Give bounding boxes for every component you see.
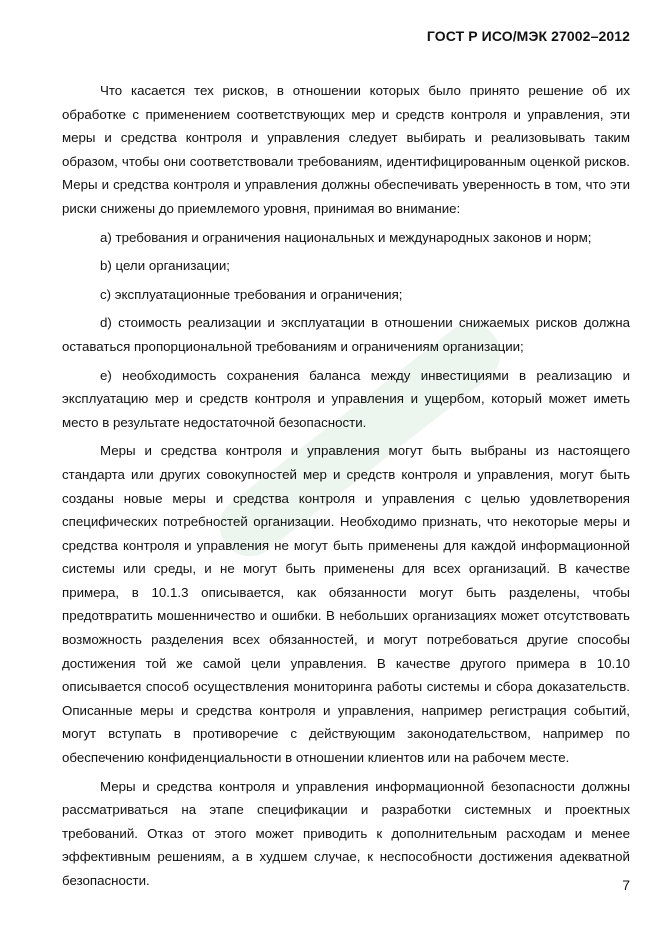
document-code-header: ГОСТ Р ИСО/МЭК 27002–2012	[426, 28, 630, 44]
document-body	[62, 79, 630, 893]
list-item-b: b) цели организации;	[100, 258, 230, 274]
list-item-c: c) эксплуатационные требования и ограничения;	[100, 286, 403, 302]
paragraph-risk-treatment: Что касается тех рисков, в отношении которых было принято решение об их обработке с применением соответствующих мер и средств контроля и управления, эти меры и средства контроля и управления следует выбирать и реализовывать таким образом, чтобы они соответствовали требованиям, идентифицированным оценкой рисков. Меры и средства контроля и управления должны обеспечивать уверенность в том, что эти риски снижены до приемлемого уровня, принимая во внимание:	[62, 83, 630, 216]
paragraph-control-selection: Меры и средства контроля и управления могут быть выбраны из настоящего стандарта или других совокупностей мер и средств контроля и управления, могут быть созданы новые меры и средства контроля и управления с целью удовлетворения специфических потребностей организации. Необходимо признать, что некоторые меры и средства контроля и управления не могут быть применены для каждой информационной системы или среды, и не могут быть применены для всех организаций. В качестве примера, в 10.1.3 описывается, как обязанности могут быть разделены, чтобы предотвратить мошенничество и ошибки. В небольших организациях может отсутствовать возможность разделения всех обязанностей, и могут потребоваться другие способы достижения той же самой цели управления. В качестве другого примера в 10.10 описывается способ осуществления мониторинга работы системы и сбора доказательств. Описанные меры и средства контроля и управления, например регистрация событий, могут вступать в противоречие с действующим законодательством, например по обеспечению конфиденциальности в отношении клиентов или на рабочем месте.	[62, 443, 630, 766]
list-item-d: d) стоимость реализации и эксплуатации в отношении снижаемых рисков должна оставаться пропорциональной требованиям и ограничениям организации;	[62, 315, 630, 354]
page-number: 7	[622, 877, 630, 893]
list-item-e: e) необходимость сохранения баланса между инвестициями в реализацию и эксплуатацию мер и средств контроля и управления и ущербом, который может иметь место в результате недостаточной безопасности.	[62, 367, 630, 430]
paragraph-requirements-stage: Меры и средства контроля и управления информационной безопасности должны рассматриваться на этапе спецификации и разработки системных и проектных требований. Отказ от этого может приводить к дополнительным расходам и менее эффективным решениям, а в худшем случае, к неспособности достижения адекватной безопасности.	[62, 778, 630, 888]
list-item-a: a) требования и ограничения национальных и международных законов и норм;	[100, 229, 592, 245]
